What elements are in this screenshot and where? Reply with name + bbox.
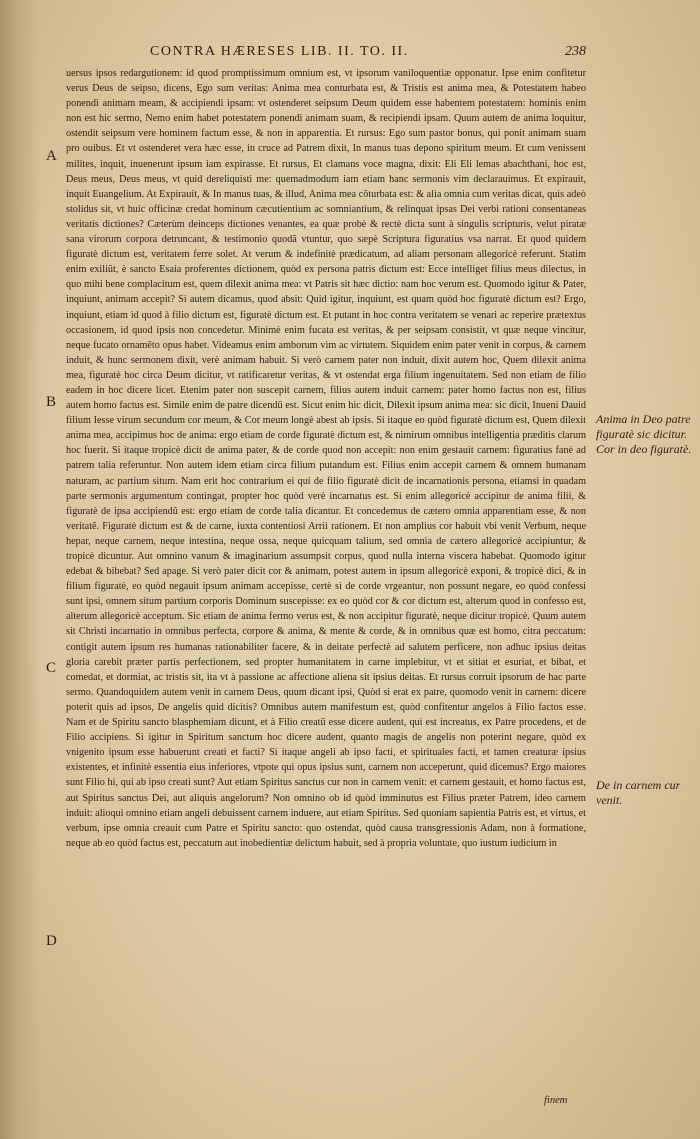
folio-number: 238: [565, 44, 586, 59]
margin-note-anima: Anima in Deo patre figuratè sic dicitur. Cor in deo figuratè.: [596, 412, 692, 456]
body-text: uersus ipsos redargutionem: id quod promptissimum omnium est, vt ipsorum vaniloquentiæ opponatur. Ipse enim confitetur verus Deus de seipso, dicens, Ego sum veritas: Anima mea conturbata est, & Tristis est anima mea, & Potestatem habeo ponendi animam meam, & accipiendi ipsam: vt ostenderet seipsum Deum quidem esse habentem potestatem: hominis enim non est hic sermo, Nemo enim habet potestatem ponendi animam suam, & recipiendi ipsam. Quum autem de anima loquitur, ostendit seipsum vere hominem factum esse, & non in apparentia. Et rursus: Ego sum pastor bonus, qui ponit animam suam pro ouibus. Et vt ostenderet vera hæc esse, in cruce ad Patrem dixit, In manus tuas depono spiritum meum. Et cum venissent milites, inquit, inuenerunt ipsum iam expirasse. Et rursus, Et clamans voce magna, dixit: Eli Eli lemas abachthani, hoc est, Deus meus, Deus meus, vt quid dereliquisti me: quemadmodum iam etiam hanc sermonis vim declarauimus. Et expirauit, inquit Euangelium. At Expirauit, & In manus tuas, & illud, Anima mea cõturbata est: & alia omnia cum veritas dicat, quis adeò stolidus sit, vt huic officinæ credat hominum cæcutientium ac somniantium, & relinquat ipsas Dei verbi rationi consentaneas veritatis dictiones? Cæterùm deinceps dictiones venantes, ea quæ probè & rectè dicta sunt à singulis scripturis, velut piratæ sana virorum corpora detruncant, & testimonio quodã vtuntur, quo sæpè Scriptura figuratius vsa narrat. Et quod quidem figuratè dictum est, veritatem ferre solet. At verum & indefinitè prædicatum, ad aliam personam allegoricè referunt. Statim enim exiliũt, è sancto Esaia proferentes dictionem, quòd ex persona patris dictum est: Ecce intelliget filius meus dilectus, in quo mihi bene complacitum est, quem dilexit anima mea: vt Patris sit hæc dictio: nam hoc verum est. Quomodo igitur & Pater, inquiunt, animam accepit? Si autem dicamus, quod absit: Quid igitur, inquiunt, est quam quòd hoc figuratè dictum est? Ergo, inquiunt, etiam id quod à filio dictum est, figuratè dictum est. Et putant in hoc contra veritatem se venari ac reperire prætextus occasionem, id quod ipsis non concedetur. Minimè enim fucata est veritas, & per seipsam consistit, vt quæ neque vincitur, neque fucato ornamẽto opus habet. Videamus enim amborum vim ac virtutem. Siquidem enim pater venit in corpus, & carnem induit, & hunc sermonem dixit, verè animam habuit. Si verò carnem pater non induit, dixit autem hoc, Quem dilexit anima mea, figuratè hoc circa Deum dicitur, vt ratificaretur veritas, & vt ostendat erga filium ingenuitatem. Sed non etiam de filio eadem in hoc dicere licet. Etenim pater non suscepit carnem, filius autem induit carnem: pater homo factus non est, filius autem homo factus est. Simile enim de patre dicendũ est. Sicut enim hic dicit, Dilexit ipsum anima mea: sic dicit, Inueni Dauid filium Iesse virum secundum cor meum, & Cor meum longè abest ab ipsis. Si itaque eo quòd figuratè dictum est, Quem dilexit anima mea, accipimus hoc de anima: ergo etiam de corde figuratè dictum est, & nimirum omnibus intelligentia præditis clarum hoc fuerit. Si itaque tropicè dicit de anima pater, & de corde quod non accepit: non enim gestauit carnem: figuratius fanè ad patrem talia referuntur. Non autem idem etiam circa filium putandum est. Filius enim accepit carnem & omnem humanam naturam, ac partium situm. Nam erit hoc contrarium ei qui de filio figuratè dicit de incarnationis persona, etiamsi in quadam parte sermonis argumentum contingat, propter hoc quòd verè incarnatus est. Si enim allegoricè accipitur de anima filii, & figuratè de ipsa accipiendũ est: ergo etiam de corde talia dicantur. Et concedemus de cætero omnia apparentiam esse, & non veritatẽ. Figuratè dictum est & de carne, iuxta contentiosi Arrii rationem. Et non amplius cor habuit vbi venit Verbum, neque hepar, neque carnem, neque intestina, neque ossa, neque quicquam talium, sed omnia de cætero allegoricè accipiuntur, & tropicè dicuntur. Aut omnino vanum & imaginarium assumpsit corpus, quod nulla interna viscera habebat. Quomodo igitur edebat & bibebat? Sed apage. Si verò pater dicit cor & animam, potest autem in ipsum allegoricè exponi, & tropicè dici, & in filium figuratè, eo quòd negauit ipsum animam accepisse, certè si de corde vrgeantur, non possunt negare, eo quòd confessi sunt ipsi, omnem situm partium corporis Dominum suscepisse: ex eo quòd cor & cor dictum est, alterum quod in confesso est, alterum allegoricè acceptum. Sic etiam de anima fermo verus est, & non accipitur figuratè, neque dicitur tropicè. Quum autem sit Christi incarnatio in omnibus perfecta, corpore & anima, & mente & corde, & in omnibus quæ est homo, citra peccatum: contigit autem ipsum res humanas rationabiliter facere, & in deitate perfectè ad salutem perficere, non adhuc ipsius deitas gloria carebit præter partis perfectionem, sed propter humanitatem in carne implebitur, vt et sitiat et esuriat, et bibat, et comedat, et dormiat, ac tristis sit, ita vt à passione ac affectione aliena sit ipsius deitas. Et rursus corruit ipsorum de hac parte sermo. Quandoquidem autem venit in carnem Deus, quum dicant ipsi, Quòd si erat ex patre, quomodo venit in carnem: dicere poterit quis ad ipsos, De angelis quid dicitis? Omnibus autem manifestum est, quòd confitentur angelos à Filio factos esse. Nam et de Spiritu sancto blasphemiam dicunt, et à Filio creatũ esse dicere audent, qui est increatus, ex Patre procedens, et de Filio accipiens. Si igitur in Spiritum sanctum hoc dicere audent, quanto magis de angelis non poterint negare, quòd ex vnigenito ipsum esse habuerunt creati et facti? Si itaque angeli ab ipso facti, et spirituales facti, et tamen creaturæ ipsius existentes, et infinitè essentia eius inferiores, vtpote qui opus ipsius sunt, carnem non acceperunt, quid dicemus? Ergo maiores sunt Filio hi, qui ab ipso creati sunt? Aut etiam Spiritus sanctus cur non in carnem venit: et carnem gestauit, et homo factus est, aut Spiritus sanctus Dei, aut aliquis angelorum? Non omnino ob id quòd imminutus est Filius præter Patrem, ideo carnem induit: alioqui omnino etiam angeli debuissent carnem induere, aut etiam Spiritus. Sed quoniam sapientia Patris est, et virtus, et verbum, ipse omnia creauit cum Patre et Spiritu sancto: quo ostendat, quòd causa transgressionis Adam, non à formatione, neque ab eo quòd factus est, peccatum aut inobedientiæ delictum habuit, sed à propria voluntate, quo iustum iudicium in: [66, 68, 586, 849]
section-marker-b: B: [46, 394, 57, 410]
running-header: [150, 44, 620, 60]
page-spine-shadow: [0, 0, 40, 1139]
section-marker-d: D: [46, 933, 57, 949]
main-text-block: [66, 66, 586, 851]
margin-note-incarnation: De in carnem cur venit.: [596, 778, 681, 807]
running-title: CONTRA HÆRESES LIB. II. TO. II.: [150, 44, 409, 59]
section-marker-c: C: [46, 660, 57, 676]
section-marker-a: A: [46, 148, 57, 164]
catchword: finem: [544, 1095, 568, 1106]
